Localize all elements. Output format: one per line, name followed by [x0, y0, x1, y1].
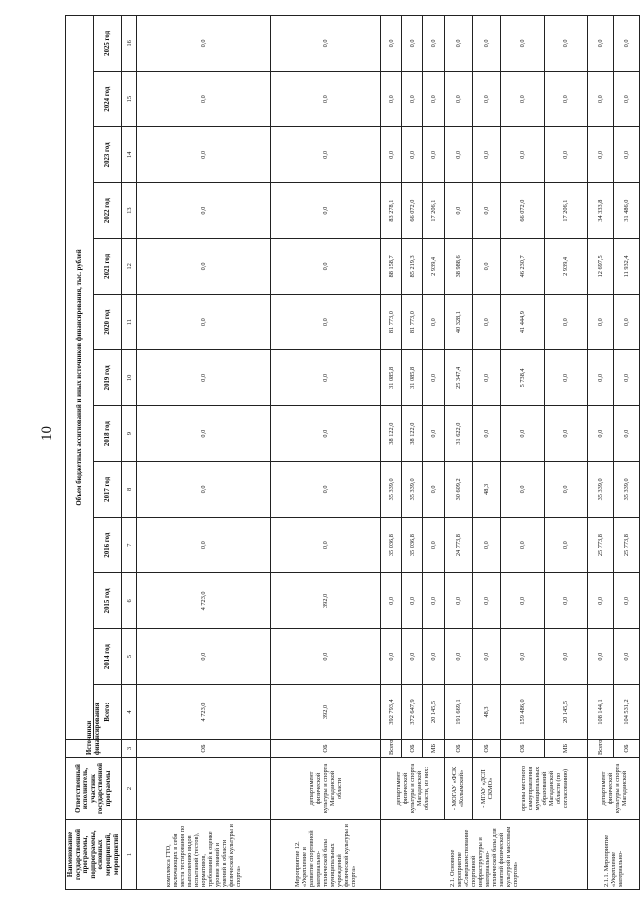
column-number: 10: [122, 350, 137, 406]
row-value: 0,0: [501, 573, 544, 629]
row-value: 0,0: [501, 462, 544, 518]
row-value: 0,0: [423, 462, 444, 518]
column-number: 13: [122, 183, 137, 239]
header-year: 2015 год: [94, 573, 122, 629]
header-year: 2024 год: [94, 71, 122, 127]
row-value: 0,0: [402, 573, 423, 629]
table-row: [501, 16, 544, 890]
row-value: 0,0: [270, 71, 380, 127]
row-value: 108 144,1: [588, 685, 614, 740]
row-value: 0,0: [472, 406, 500, 462]
row-value: 0,0: [137, 350, 271, 406]
row-value: 38 988,6: [444, 239, 472, 295]
row-value: 0,0: [472, 294, 500, 350]
row-value: 0,0: [544, 127, 587, 183]
column-number: 5: [122, 629, 137, 685]
row-value: 0,0: [402, 629, 423, 685]
row-value: 4 723,0: [137, 685, 271, 740]
row-name: 2.1. Основное мероприятие «Совершенствование спортивной инфраструктуры и материально-технической базы для занятий физической культурой и массовым спортом»: [381, 820, 588, 890]
header-year: 2019 год: [94, 350, 122, 406]
row-value: 11 932,4: [614, 239, 640, 295]
row-responsible: - МГАУ «ДСП СКМО»: [472, 758, 500, 820]
row-value: 0,0: [614, 629, 640, 685]
table-row: [137, 16, 271, 890]
row-value: 0,0: [444, 16, 472, 72]
row-value: 35 339,0: [402, 462, 423, 518]
row-value: 35 339,0: [381, 462, 402, 518]
column-number: 3: [122, 740, 137, 758]
row-value: 0,0: [501, 629, 544, 685]
row-value: 0,0: [544, 16, 587, 72]
row-value: 0,0: [137, 16, 271, 72]
row-value: 0,0: [544, 350, 587, 406]
row-value: 0,0: [423, 573, 444, 629]
row-value: 0,0: [472, 629, 500, 685]
row-value: 0,0: [270, 350, 380, 406]
row-value: 0,0: [270, 462, 380, 518]
row-value: 0,0: [402, 71, 423, 127]
row-responsible: - МОГАУ «ФСК «Колымский»: [444, 758, 472, 820]
row-name: 2.1.1. Мероприятие «Укрепление материально-: [588, 820, 640, 890]
row-value: 0,0: [423, 629, 444, 685]
row-value: 25 773,8: [588, 517, 614, 573]
row-value: 0,0: [423, 517, 444, 573]
row-value: 20 145,5: [544, 685, 587, 740]
row-value: 0,0: [501, 16, 544, 72]
row-value: 0,0: [472, 16, 500, 72]
row-value: 0,0: [270, 629, 380, 685]
row-value: 0,0: [423, 350, 444, 406]
row-value: 17 206,1: [544, 183, 587, 239]
row-source: ОБ: [137, 740, 271, 758]
header-responsible: Ответственный исполнитель, участник государственной программы: [66, 758, 122, 820]
row-value: 0,0: [501, 517, 544, 573]
row-value: 392 793,4: [381, 685, 402, 740]
row-value: 5 738,4: [501, 350, 544, 406]
row-value: 35 339,0: [588, 462, 614, 518]
row-value: 191 669,1: [444, 685, 472, 740]
row-source: ОБ: [472, 740, 500, 758]
row-source: МБ: [544, 740, 587, 758]
header-year: 2025 год: [94, 16, 122, 72]
row-value: 0,0: [544, 517, 587, 573]
row-source: МБ: [423, 740, 444, 758]
row-value: 81 773,0: [402, 294, 423, 350]
header-year: 2014 год: [94, 629, 122, 685]
row-value: 0,0: [137, 71, 271, 127]
row-value: 40 328,1: [444, 294, 472, 350]
table-row: [472, 16, 500, 890]
column-number: 1: [122, 820, 137, 890]
row-value: 0,0: [423, 406, 444, 462]
column-number: 11: [122, 294, 137, 350]
row-responsible: органы местного самоуправления муниципальных образований Магаданской области (по согласованию): [501, 758, 588, 820]
row-value: 0,0: [444, 573, 472, 629]
row-value: 0,0: [472, 573, 500, 629]
row-value: 0,0: [137, 462, 271, 518]
row-responsible: департамент физической культуры и спорта Магаданской: [588, 758, 640, 820]
row-value: 0,0: [137, 183, 271, 239]
row-value: 372 647,9: [402, 685, 423, 740]
row-value: 0,0: [472, 183, 500, 239]
row-value: 0,0: [137, 239, 271, 295]
row-value: 41 444,9: [501, 294, 544, 350]
row-value: 0,0: [270, 294, 380, 350]
row-value: 0,0: [501, 71, 544, 127]
row-value: 30 609,2: [444, 462, 472, 518]
header-year: 2016 год: [94, 517, 122, 573]
table-row: [381, 16, 402, 890]
row-value: 0,0: [472, 350, 500, 406]
row-value: 38 122,0: [381, 406, 402, 462]
row-value: 35 036,8: [381, 517, 402, 573]
row-value: 0,0: [137, 127, 271, 183]
header-source: Источники финансирования: [66, 740, 122, 758]
row-value: 17 206,1: [423, 183, 444, 239]
header-year: 2018 год: [94, 406, 122, 462]
header-year: 2017 год: [94, 462, 122, 518]
row-value: 0,0: [444, 71, 472, 127]
row-value: 31 085,8: [381, 350, 402, 406]
row-value: 0,0: [472, 517, 500, 573]
row-value: 0,0: [472, 71, 500, 127]
row-source: Всего: [588, 740, 614, 758]
header-year: 2023 год: [94, 127, 122, 183]
row-value: 0,0: [614, 294, 640, 350]
row-source: ОБ: [402, 740, 423, 758]
row-value: 0,0: [423, 294, 444, 350]
row-responsible: департамент физической культуры и спорта Магаданской области: [270, 758, 380, 820]
row-value: 0,0: [423, 127, 444, 183]
row-value: 0,0: [501, 406, 544, 462]
row-value: 0,0: [588, 294, 614, 350]
table-row: [444, 16, 472, 890]
header-year: 2020 год: [94, 294, 122, 350]
row-value: 0,0: [137, 517, 271, 573]
table-row: [270, 16, 380, 890]
row-source: ОБ: [501, 740, 544, 758]
row-value: 0,0: [381, 127, 402, 183]
row-value: 25 773,8: [614, 517, 640, 573]
column-number: 14: [122, 127, 137, 183]
row-value: 0,0: [137, 629, 271, 685]
row-value: 0,0: [588, 16, 614, 72]
row-value: 0,0: [614, 406, 640, 462]
column-number: 8: [122, 462, 137, 518]
row-value: 0,0: [402, 127, 423, 183]
header-year: 2021 год: [94, 239, 122, 295]
row-value: 0,0: [544, 71, 587, 127]
row-value: 31 085,8: [402, 350, 423, 406]
row-value: 66 072,0: [402, 183, 423, 239]
row-source: ОБ: [614, 740, 640, 758]
row-value: 85 219,3: [402, 239, 423, 295]
column-number: 2: [122, 758, 137, 820]
row-value: 0,0: [270, 127, 380, 183]
row-value: 0,0: [444, 183, 472, 239]
row-value: 0,0: [381, 16, 402, 72]
row-source: Всего: [381, 740, 402, 758]
row-value: 20 145,5: [423, 685, 444, 740]
row-value: 0,0: [588, 127, 614, 183]
row-value: 81 773,0: [381, 294, 402, 350]
row-value: 0,0: [614, 71, 640, 127]
row-value: 35 036,8: [402, 517, 423, 573]
row-value: 0,0: [444, 629, 472, 685]
row-value: 0,0: [588, 71, 614, 127]
row-value: 392,0: [270, 685, 380, 740]
row-value: 0,0: [614, 573, 640, 629]
row-name: комплекса ГТО, включающих в себя места тестирования по выполнению видов испытаний (тестов), нормативов, требований к оценке уровня знаний и умений в области физической культуры и спорта»: [137, 820, 271, 890]
page-number: 10: [39, 426, 55, 441]
row-value: 0,0: [544, 629, 587, 685]
row-value: 0,0: [137, 294, 271, 350]
column-number: 16: [122, 16, 137, 72]
rotated-table-container: [65, 15, 631, 890]
row-value: 2 939,4: [544, 239, 587, 295]
row-value: 0,0: [423, 16, 444, 72]
column-number: 7: [122, 517, 137, 573]
row-value: 48,3: [472, 462, 500, 518]
row-value: 0,0: [614, 350, 640, 406]
row-responsible: департамент физической культуры и спорта Магаданской области, из них:: [381, 758, 444, 820]
row-value: 0,0: [614, 127, 640, 183]
row-value: 0,0: [270, 239, 380, 295]
row-value: 0,0: [270, 16, 380, 72]
row-value: 0,0: [588, 573, 614, 629]
row-value: 0,0: [614, 16, 640, 72]
row-value: 0,0: [472, 239, 500, 295]
row-value: 0,0: [501, 127, 544, 183]
row-value: 0,0: [423, 71, 444, 127]
row-value: 0,0: [544, 462, 587, 518]
row-value: 48,3: [472, 685, 500, 740]
row-value: 0,0: [588, 629, 614, 685]
row-value: 66 072,0: [501, 183, 544, 239]
row-source: ОБ: [270, 740, 380, 758]
row-value: 2 939,4: [423, 239, 444, 295]
row-value: 104 531,2: [614, 685, 640, 740]
header-total: Всего:: [94, 685, 122, 740]
row-value: 34 333,8: [588, 183, 614, 239]
row-value: 4 723,0: [137, 573, 271, 629]
row-value: 31 622,0: [444, 406, 472, 462]
budget-table: [65, 15, 640, 890]
row-value: 0,0: [270, 406, 380, 462]
row-name: Мероприятие 12. «Укрепление и развитие спортивной материально-технической базы муниципальных учреждений физической культуры и спорта»: [270, 820, 380, 890]
row-value: 83 278,1: [381, 183, 402, 239]
row-value: 35 339,0: [614, 462, 640, 518]
row-value: 0,0: [588, 350, 614, 406]
row-value: 46 230,7: [501, 239, 544, 295]
row-value: 0,0: [402, 16, 423, 72]
column-number: 12: [122, 239, 137, 295]
header-year: 2022 год: [94, 183, 122, 239]
row-value: 0,0: [544, 573, 587, 629]
row-responsible: [137, 758, 271, 820]
row-value: 159 486,0: [501, 685, 544, 740]
row-value: 0,0: [381, 71, 402, 127]
table-row: [588, 16, 614, 890]
row-value: 0,0: [544, 406, 587, 462]
row-value: 0,0: [270, 517, 380, 573]
row-source: ОБ: [444, 740, 472, 758]
row-value: 0,0: [472, 127, 500, 183]
row-value: 31 486,0: [614, 183, 640, 239]
row-value: 0,0: [544, 294, 587, 350]
row-value: 25 347,4: [444, 350, 472, 406]
header-volume: Объем бюджетных ассигнований и иных источников финансирования, тыс. рублей: [66, 16, 94, 740]
column-number: 6: [122, 573, 137, 629]
row-value: 88 158,7: [381, 239, 402, 295]
row-value: 0,0: [381, 629, 402, 685]
header-name: Наименование государственной программы, подпрограммы, основных мероприятий, мероприятий: [66, 820, 122, 890]
row-value: 392,0: [270, 573, 380, 629]
row-value: 38 122,0: [402, 406, 423, 462]
row-value: 24 773,8: [444, 517, 472, 573]
row-value: 0,0: [588, 406, 614, 462]
column-number: 15: [122, 71, 137, 127]
row-value: 0,0: [270, 183, 380, 239]
row-value: 0,0: [137, 406, 271, 462]
row-value: 12 697,5: [588, 239, 614, 295]
column-number: 9: [122, 406, 137, 462]
row-value: 0,0: [444, 127, 472, 183]
column-number: 4: [122, 685, 137, 740]
row-value: 0,0: [381, 573, 402, 629]
